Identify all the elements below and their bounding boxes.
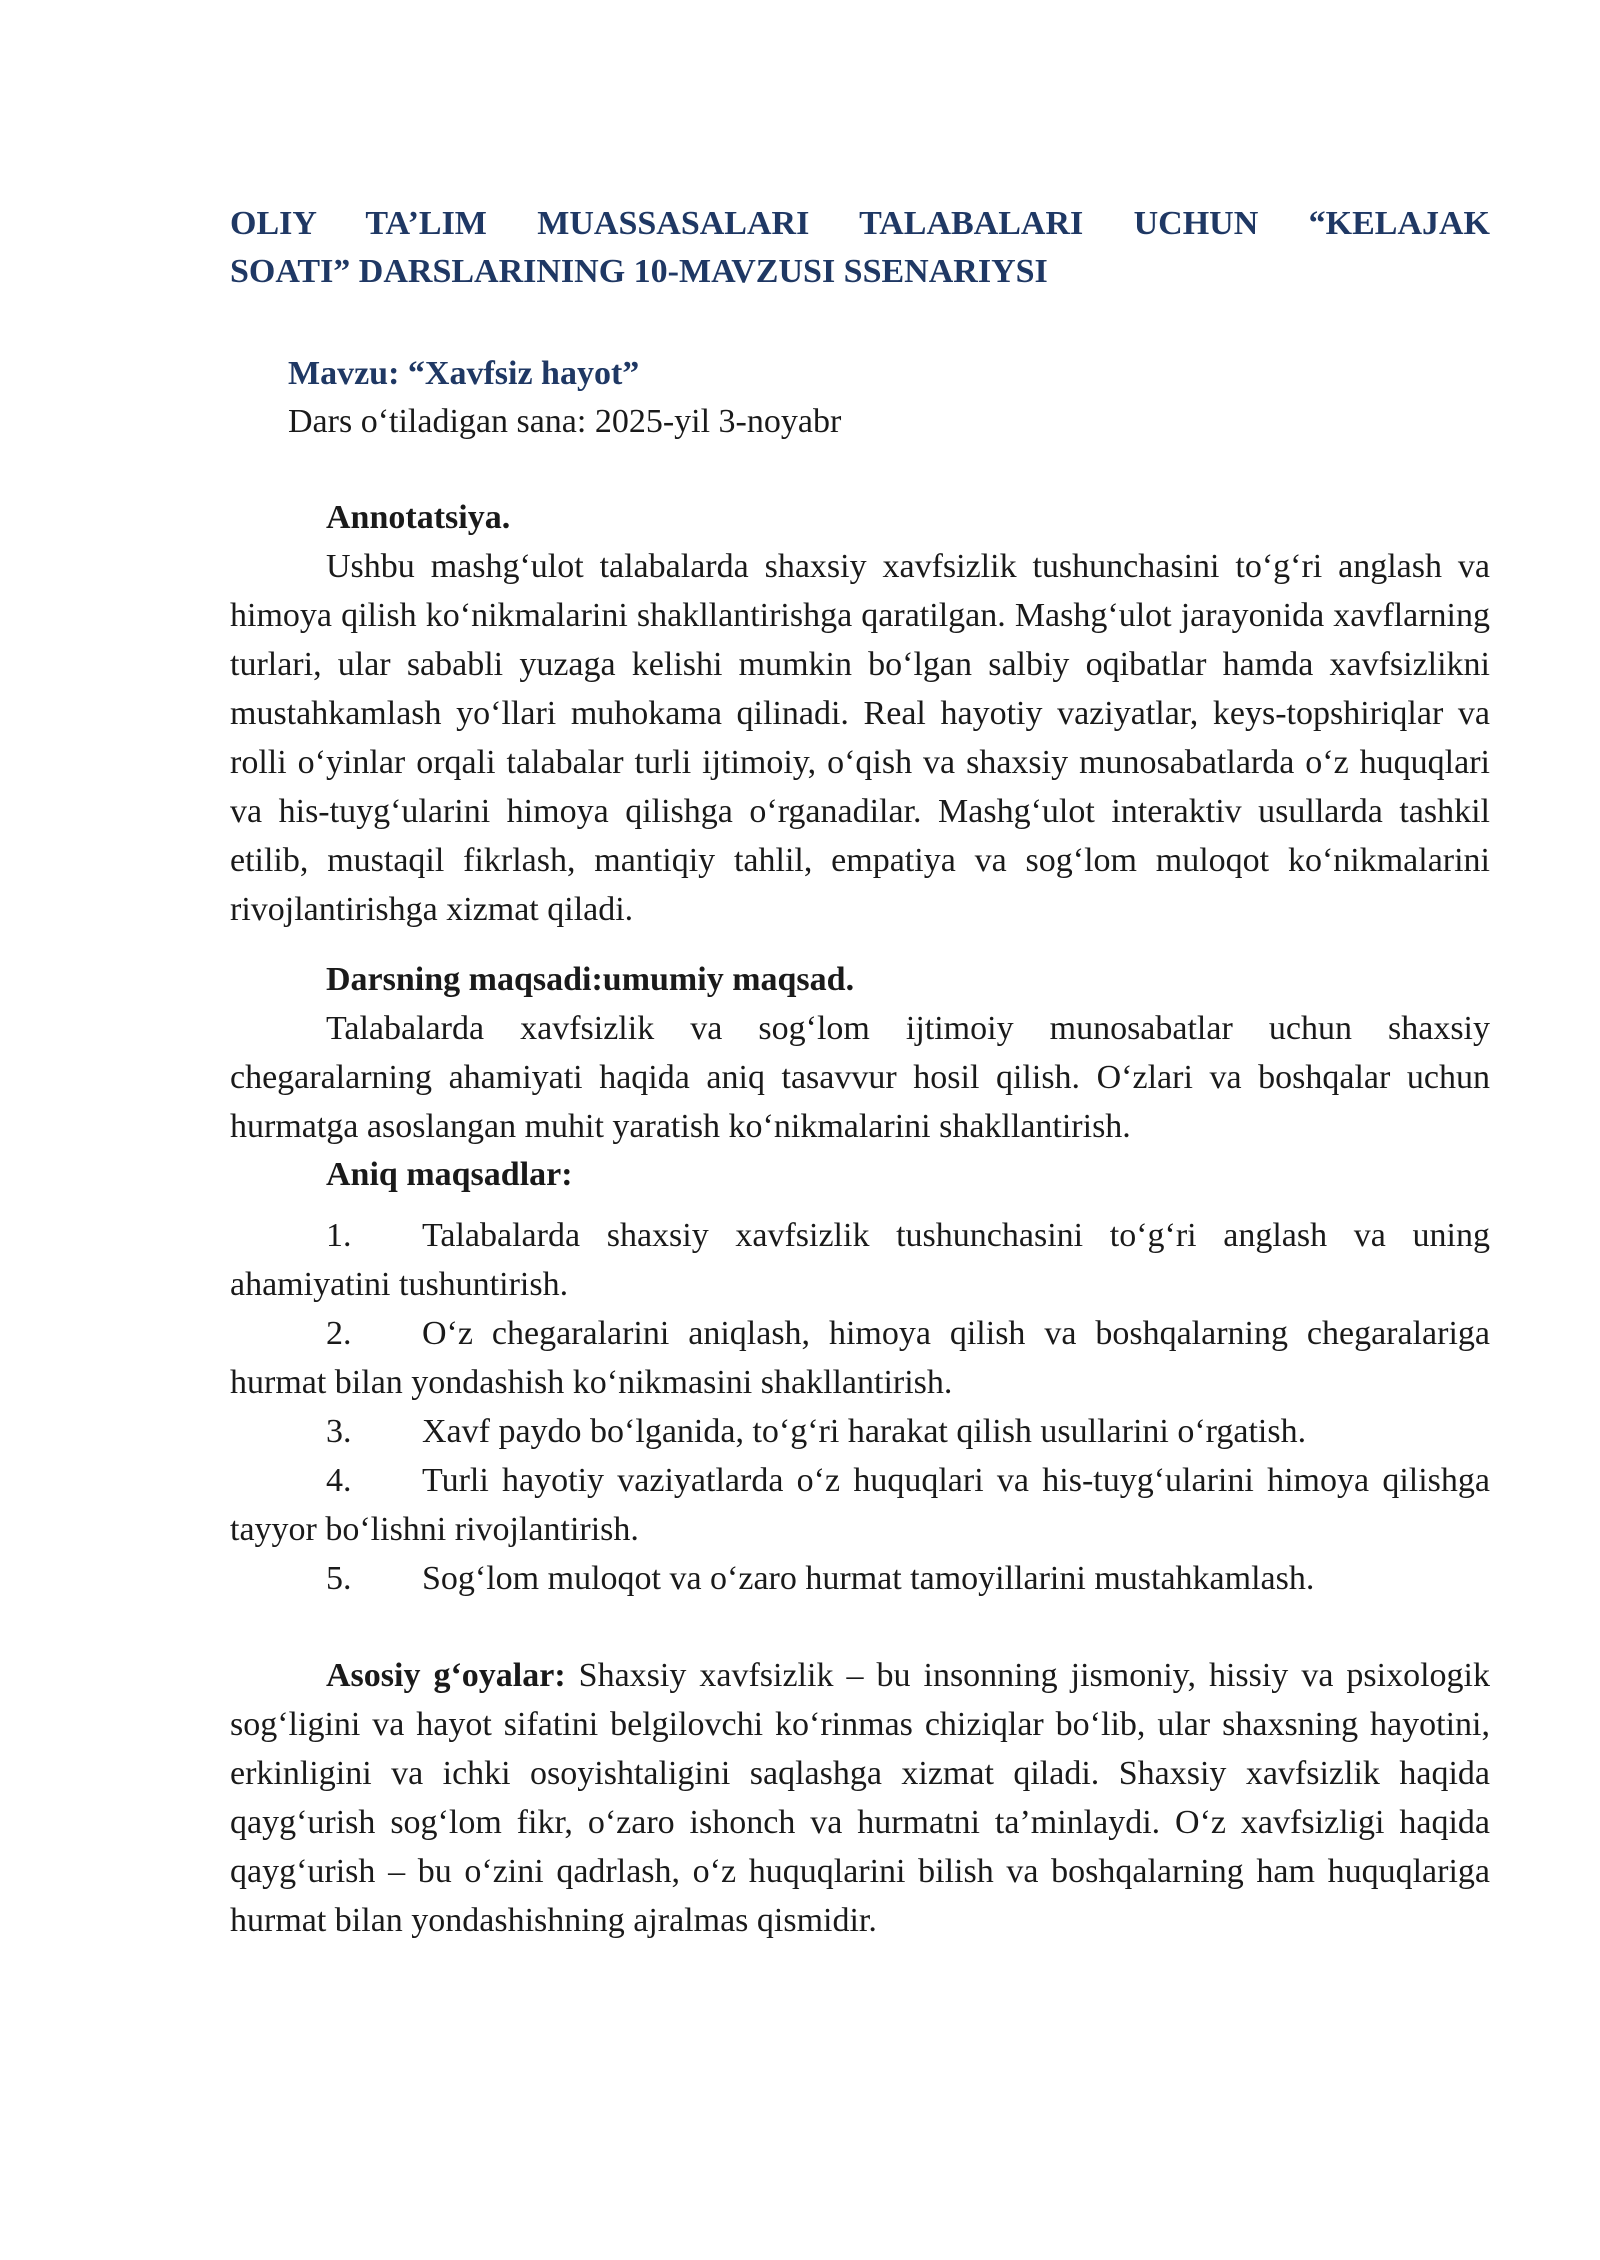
list-item bbox=[230, 1309, 1490, 1407]
objectives-heading: Aniq maqsadlar: bbox=[326, 1156, 573, 1193]
goal-heading: Darsning maqsadi:umumiy maqsad. bbox=[326, 961, 855, 998]
list-item-text: Talabalarda shaxsiy xavfsizlik tushunchasini to‘g‘ri anglash va uning ahamiyatini tushuntirish. bbox=[230, 1217, 1490, 1303]
list-item-text: Turli hayotiy vaziyatlarda o‘z huquqlari va his-tuyg‘ularini himoya qilishga tayyor bo‘lishni rivojlantirish. bbox=[230, 1462, 1490, 1548]
list-item-number: 2. bbox=[326, 1315, 352, 1352]
document-title-line1: OLIY TA’LIM MUASSASALARI TALABALARI UCHUN “KELAJAK bbox=[230, 205, 1490, 242]
list-item-number: 3. bbox=[326, 1413, 352, 1450]
document-title-line2: SOATI” DARSLARINING 10-MAVZUSI SSENARIYSI bbox=[230, 253, 1048, 290]
goal-text: Talabalarda xavfsizlik va sog‘lom ijtimoiy munosabatlar uchun shaxsiy chegaralarning ahamiyati haqida aniq tasavvur hosil qilish. O‘zlari va boshqalar uchun hurmatga asoslangan muhit yaratish ko‘nikmalarini shakllantirish. bbox=[230, 1010, 1490, 1145]
annotation-text: Ushbu mashg‘ulot talabalarda shaxsiy xavfsizlik tushunchasini to‘g‘ri anglash va himoya qilish ko‘nikmalarini shakllantirishga qaratilgan. Mashg‘ulot jarayonida xavflarning turlari, ular sababli yuzaga kelishi mumkin bo‘lgan salbiy oqibatlar hamda xavfsizlikni mustahkamlash yo‘llari muhokama qilinadi. Real hayotiy vaziyatlar, keys-topshiriqlar va rolli o‘yinlar orqali talabalar turli ijtimoiy, o‘qish va shaxsiy munosabatlarda o‘z huquqlari va his-tuyg‘ularini himoya qilishga o‘rganadilar. Mashg‘ulot interaktiv usullarda tashkil etilib, mustaqil fikrlash, mantiqiy tahlil, empatiya va sog‘lom muloqot ko‘nikmalarini rivojlantirishga xizmat qiladi. bbox=[230, 548, 1490, 928]
lesson-topic: Mavzu: “Xavfsiz hayot” bbox=[288, 355, 640, 392]
main-ideas-paragraph bbox=[230, 1651, 1490, 1945]
list-item bbox=[230, 1554, 1490, 1603]
list-item-number: 1. bbox=[326, 1217, 352, 1254]
list-item bbox=[230, 1407, 1490, 1456]
list-item bbox=[230, 1456, 1490, 1554]
document-page bbox=[230, 200, 1490, 1945]
list-item-text: O‘z chegaralarini aniqlash, himoya qilish va boshqalarning chegaralariga hurmat bilan yondashish ko‘nikmasini shakllantirish. bbox=[230, 1315, 1490, 1401]
list-item-number: 4. bbox=[326, 1462, 352, 1499]
main-ideas-label: Asosiy g‘oyalar: bbox=[326, 1657, 566, 1694]
list-item bbox=[230, 1211, 1490, 1309]
list-item-number: 5. bbox=[326, 1560, 352, 1597]
list-item-text: Sog‘lom muloqot va o‘zaro hurmat tamoyillarini mustahkamlash. bbox=[422, 1560, 1315, 1597]
annotation-heading: Annotatsiya. bbox=[326, 499, 511, 536]
document-title bbox=[230, 200, 1490, 296]
list-item-text: Xavf paydo bo‘lganida, to‘g‘ri harakat qilish usullarini o‘rgatish. bbox=[422, 1413, 1307, 1450]
objectives-list bbox=[230, 1211, 1490, 1603]
main-ideas-text: Shaxsiy xavfsizlik – bu insonning jismoniy, hissiy va psixologik sog‘ligini va hayot sifatini belgilovchi ko‘rinmas chiziqlar bo‘lib, ular shaxsning hayotini, erkinligini va ichki osoyishtaligini saqlashga xizmat qiladi. Shaxsiy xavfsizlik haqida qayg‘urish sog‘lom fikr, o‘zaro ishonch va hurmatni ta’minlaydi. O‘z xavfsizligi haqida qayg‘urish – bu o‘zini qadrlash, o‘z huquqlarini bilish va boshqalarning ham huquqlariga hurmat bilan yondashishning ajralmas qismidir. bbox=[230, 1657, 1490, 1939]
lesson-date: Dars o‘tiladigan sana: 2025-yil 3-noyabr bbox=[288, 403, 842, 440]
